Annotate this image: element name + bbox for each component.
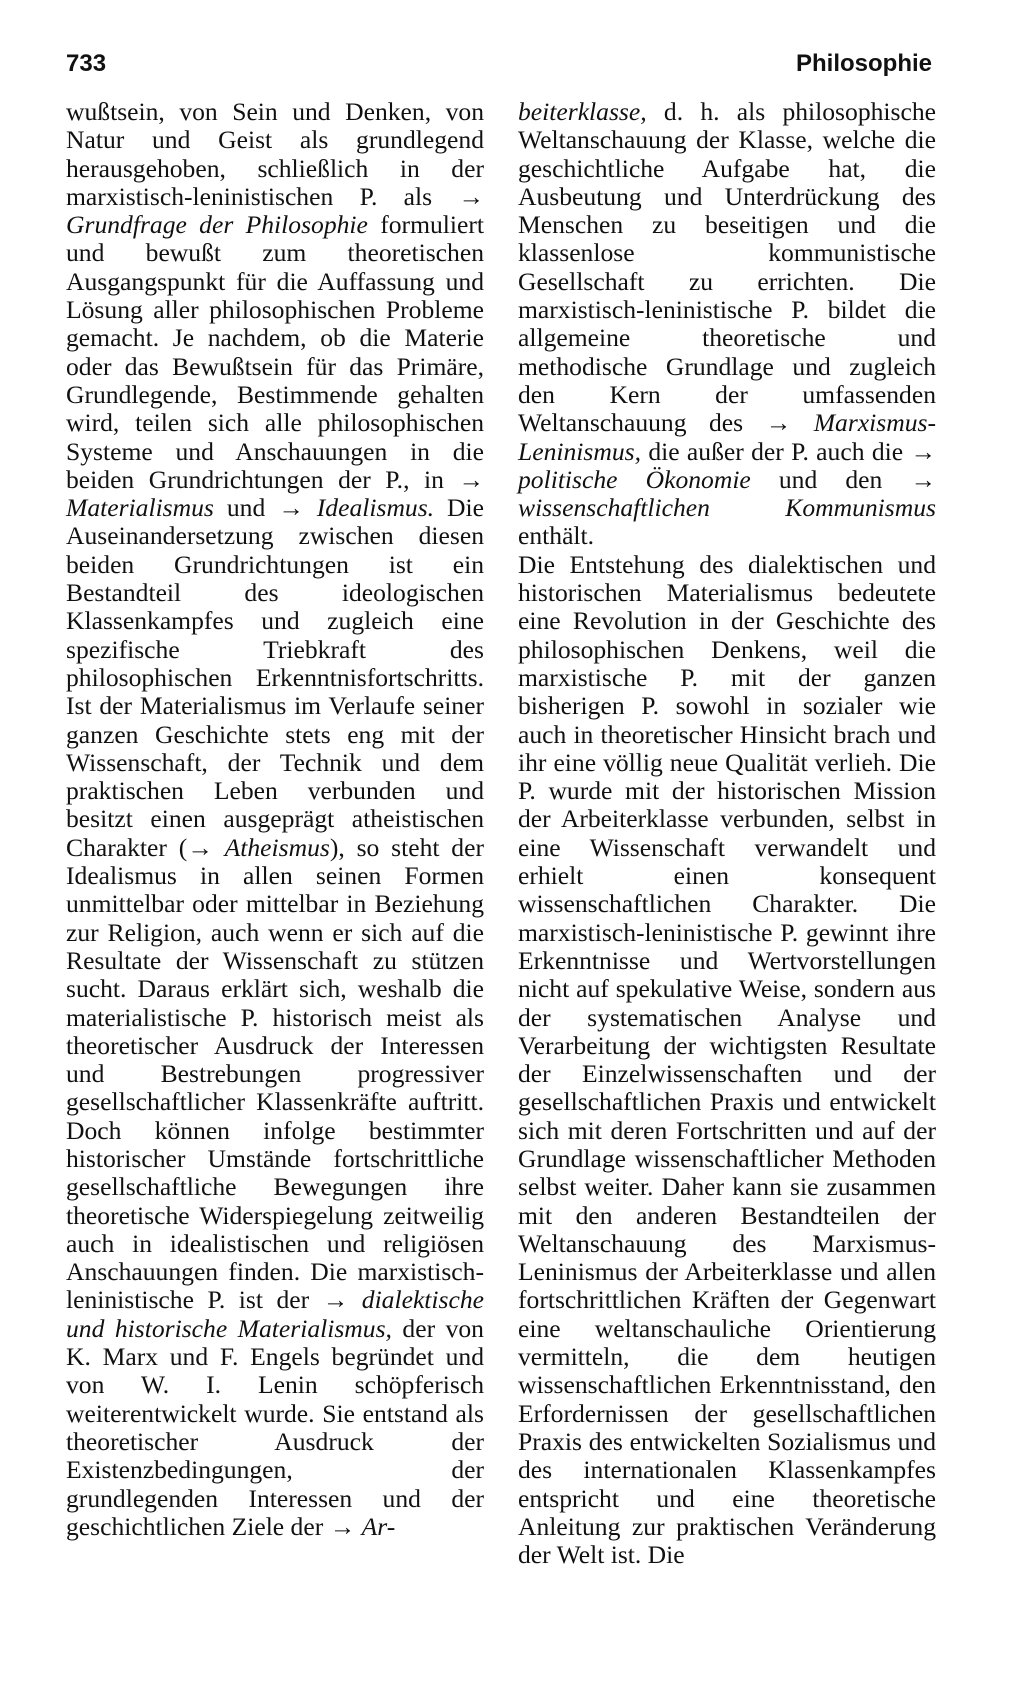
paragraph	[66, 98, 484, 1541]
cross-reference-arrow-icon: →	[458, 464, 484, 494]
cross-reference-arrow-icon: →	[765, 408, 814, 438]
cross-reference-arrow-icon: →	[322, 1285, 362, 1315]
cross-reference-term: Materialismus	[66, 493, 214, 523]
text-segment: d. h. als philosophische Weltanschauung der Klasse, welche die geschichtliche Aufgabe hat, die Ausbeutung und Unterdrückung des Menschen zu beseitigen und die klassenlose kommunistische Gesellschaft zu errichten. Die marxistisch-leninistische P. bildet die allgemeine theoretische und methodische Grundlage und zugleich den Kern der umfassenden Weltanschauung des	[518, 97, 936, 438]
cross-reference-term: Grundfrage der Philosophie	[66, 210, 368, 240]
cross-reference-arrow-icon: →	[187, 832, 225, 862]
cross-reference-term: wissenschaftlichen Kommunismus	[518, 493, 936, 523]
cross-reference-term: Ar-	[361, 1511, 396, 1541]
paragraph	[518, 98, 936, 551]
text-column-left	[66, 98, 484, 1541]
cross-reference-term: beiterklasse,	[518, 97, 647, 126]
page-header	[66, 50, 932, 86]
cross-reference-arrow-icon: →	[329, 1511, 362, 1541]
text-segment: der von K. Marx und F. Engels begründet und von W. I. Lenin schöpferisch weiterentwickelt wurde. Sie entstand als theoretischer Ausdruck der Existenzbedingungen, der grundlegenden Interessen und der geschichtlichen Ziele der	[66, 1313, 484, 1541]
text-column-right	[518, 98, 936, 1569]
cross-reference-term: dialektische und historische Materialismus,	[66, 1285, 484, 1343]
text-segment: formuliert und bewußt zum theoretischen Ausgangspunkt für die Auffassung und Lösung aller philosophischen Probleme gemacht. Je nachdem, ob die Materie oder das Bewußtsein für das Primäre, Grundlegende, Bestimmende gehalten wird, teilen sich alle philosophischen Systeme und Anschauungen in die beiden Grundrichtungen der P., in	[66, 210, 484, 494]
cross-reference-arrow-icon: →	[458, 181, 484, 211]
cross-reference-arrow-icon: →	[910, 436, 936, 466]
cross-reference-arrow-icon: →	[278, 493, 317, 523]
cross-reference-term: Marxismus-Leninismus,	[518, 408, 936, 466]
text-segment: wußtsein, von Sein und Denken, von Natur und Geist als grundlegend herausgehoben, schließlich in der marxistisch-leninistischen P. als	[66, 97, 484, 211]
cross-reference-term: politische Ökonomie	[518, 464, 751, 494]
cross-reference-arrow-icon: →	[910, 464, 936, 494]
text-segment: Die Auseinandersetzung zwischen diesen beiden Grundrichtungen ist ein Bestandteil des ideologischen Klassenkampfes und zugleich eine spezifische Triebkraft des philosophischen Erkenntnisfortschritts. Ist der Materialismus im Verlaufe seiner ganzen Geschichte stets eng mit der Wissenschaft, der Technik und dem praktischen Leben verbunden und besitzt einen ausgeprägt atheistischen Charakter (	[66, 493, 484, 862]
page-number: 733	[66, 50, 107, 77]
text-segment: und den	[750, 464, 911, 494]
text-segment: die außer der P. auch die	[641, 436, 911, 466]
cross-reference-term: Idealismus.	[316, 493, 435, 523]
paragraph	[518, 551, 936, 1570]
text-segment: ), so steht der Idealismus in allen seinen Formen unmittelbar oder mittelbar in Beziehung zur Religion, auch wenn er sich auf die Resultate der Wissenschaft zu stützen sucht. Daraus erklärt sich, weshalb die materialistische P. historisch meist als theoretischer Ausdruck der Interessen und Bestrebungen progressiver gesellschaftlicher Klassenkräfte auftritt. Doch können infolge bestimmter historischer Umstände fortschrittliche gesellschaftliche Bewegungen ihre theoretische Widerspiegelung zeitweilig auch in idealistischen und religiösen Anschauungen finden. Die marxistisch-leninistische P. ist der	[66, 832, 484, 1315]
cross-reference-term: Atheismus	[224, 832, 330, 862]
running-head: Philosophie	[795, 50, 932, 77]
text-segment: enthält.	[518, 521, 595, 551]
text-segment: und	[213, 493, 279, 523]
text-segment: Die Entstehung des dialektischen und historischen Materialismus bedeutete eine Revolution in der Geschichte des philosophischen Denkens, weil die marxistische P. mit der ganzen bisherigen P. sowohl in sozialer wie auch in theoretischer Hinsicht brach und ihr eine völlig neue Qualität verlieh. Die P. wurde mit der historischen Mission der Arbeiterklasse verbunden, selbst in eine Wissenschaft verwandelt und erhielt einen konsequent wissenschaftlichen Charakter. Die marxistisch-leninistische P. gewinnt ihre Erkenntnisse und Wertvorstellungen nicht auf spekulative Weise, sondern aus der systematischen Analyse und Verarbeitung der wichtigsten Resultate der Einzelwissenschaften und der gesellschaftlichen Praxis und entwickelt sich mit deren Fortschritten und auf der Grundlage wissenschaftlicher Methoden selbst weiter. Daher kann sie zusammen mit den anderen Bestandteilen der Weltanschauung des Marxismus-Leninismus der Arbeiterklasse und allen fortschrittlichen Kräften der Gegenwart eine weltanschauliche Orientierung vermitteln, die dem heutigen wissenschaftlichen Erkenntnisstand, den Erfordernissen der gesellschaftlichen Praxis des entwickelten Sozialismus und des internationalen Klassenkampfes entspricht und eine theoretische Anleitung zur praktischen Veränderung der Welt ist. Die	[518, 549, 936, 1570]
